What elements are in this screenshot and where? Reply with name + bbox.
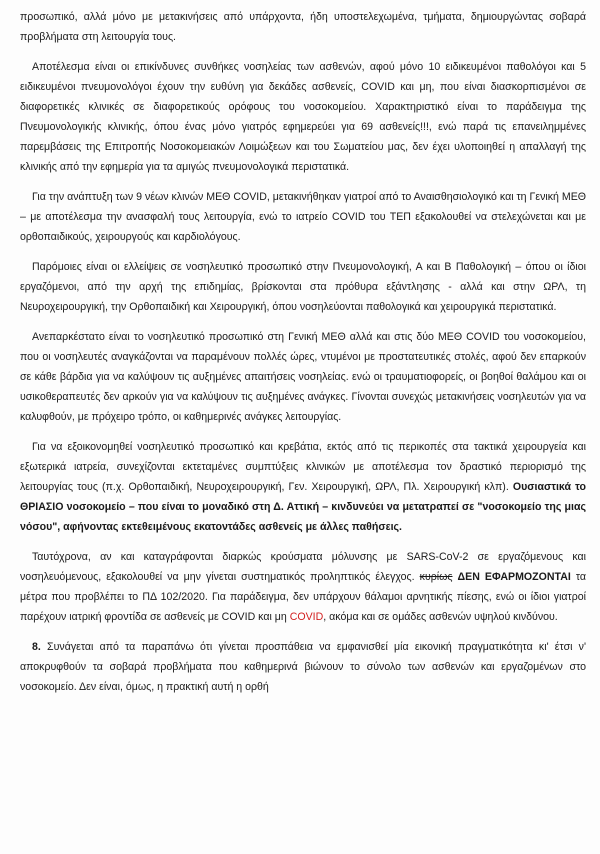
paragraph-clinic-mergers (20, 437, 586, 537)
text-run: 8. (32, 641, 41, 653)
text-run: τα μέτρα που προβλέπει το ΠΔ 102/2020. Για παράδειγμα, δεν υπάρχουν θάλαμοι αρνητικής πίεσης, ενώ οι ίδιοι γιατροί παρέχουν ιατρική φροντίδα σε ασθενείς με COVID και μη (20, 571, 587, 623)
text-run: ΔΕΝ ΕΦΑΡΜΟΖΟΝΤΑΙ (457, 571, 571, 583)
paragraph-icu-nursing (20, 327, 586, 427)
text-run: προσωπικό, αλλά μόνο με μετακινήσεις από υπάρχοντα, ήδη υποστελεχωμένα, τμήματα, δημιουργώντας σοβαρά προβλήματα στη λειτουργία τους. (20, 11, 586, 43)
paragraph-covid-testing (20, 547, 586, 627)
text-run: Για την ανάπτυξη των 9 νέων κλινών ΜΕΘ COVID, μετακινήθηκαν γιατροί από το Αναισθησιολογικό και τη Γενική ΜΕΘ – με αποτέλεσμα την ανασφαλή τους λειτουργία, ενώ το ιατρείο COVID του ΤΕΠ εξακολουθεί να στελεχώνεται και με ορθοπαιδικούς, χειρουργούς και καρδιολόγους. (20, 191, 586, 243)
text-run: Για να εξοικονομηθεί νοσηλευτικό προσωπικό και κρεβάτια, εκτός από τις περικοπές στα τακτικά χειρουργεία και εξωτερικά ιατρεία, συνεχίζονται εκτεταμένες συμπτύξεις κλινικών με αποτέλεσμα τον δραστικό περιορισμό της λειτουργίας τους (π.χ. Ορθοπαιδική, Νευροχειρουργική, Γεν. Χειρουργική, ΩΡΛ, Πλ. Χειρουργική κλπ). (20, 441, 586, 493)
text-run: Παρόμοιες είναι οι ελλείψεις σε νοσηλευτικό προσωπικό στην Πνευμονολογική, Α και Β Παθολογική – όπου οι ίδιοι εργαζόμενοι, από την αρχή της επιδημίας, βρίσκονται στα πρόθυρα εξάντλησης - αλλά και στην ΩΡΛ, τη Νευροχειρουργική, την Ορθοπαιδική και Χειρουργική, όπου νοσηλεύονται παθολογικά και χειρουργικά περιστατικά. (20, 261, 586, 313)
paragraph-continuation (20, 7, 586, 47)
paragraph-icu-beds (20, 187, 586, 247)
text-run: Συνάγεται από τα παραπάνω ότι γίνεται προσπάθεια να εμφανισθεί μία εικονική πραγματικότητα κι' έτσι ν' αποκρυφθούν τα σοβαρά προβλήματα που καθημερινά βιώνουν το σύνολο των ασθενών και εργαζομένων στο νοσοκομείο. Δεν είναι, όμως, η πρακτική αυτή η ορθή (20, 641, 586, 693)
paragraph-patient-conditions (20, 57, 586, 177)
text-run: Αποτέλεσμα είναι οι επικίνδυνες συνθήκες νοσηλείας των ασθενών, αφού μόνο 10 ειδικευμένοι παθολόγοι και 5 ειδικευμένοι πνευμονολόγοι έχουν την ευθύνη για δεκάδες ασθενείς, COVID και μη, που είναι διασκορπισμένοι σε διαφορετικές κλινικές σε διαφορετικούς ορόφους του νοσοκομείου. Χαρακτηριστικό είναι το παράδειγμα της Πνευμονολογικής κλινικής, όπου ένας μόνο γιατρός εφημερεύει για 69 ασθενείς!!!, ενώ παρά τις επανειλημμένες παρεμβάσεις της Επιτροπής Νοσοκομειακών Λοιμώξεων και του Σωματείου μας, δεν έχει υλοποιηθεί η απαλλαγή της κλινικής από την εφημερία για τα αμιγώς πνευμονολογικά περιστατικά. (20, 61, 586, 173)
text-run: Ουσιαστικά το ΘΡΙΑΣΙΟ νοσοκομείο – που είναι το μοναδικό στη Δ. Αττική – κινδυνεύει να μετατραπεί σε "νοσοκομείο της μιας νόσου", αφήνοντας εκτεθειμένους εκατοντάδες ασθενείς με άλλες παθήσεις. (20, 481, 586, 533)
text-run: Ταυτόχρονα, αν και καταγράφονται διαρκώς κρούσματα μόλυνσης με SARS-CoV-2 σε εργαζόμενους και νοσηλευόμενους, εξακολουθεί να μην γίνεται συστηματικός προληπτικός έλεγχος. (20, 551, 586, 583)
text-run: Ανεπαρκέστατο είναι το νοσηλευτικό προσωπικό στη Γενική ΜΕΘ αλλά και στις δύο ΜΕΘ COVID του νοσοκομείου, που οι νοσηλευτές αναγκάζονται να παραμένουν πολλές ώρες, ντυμένοι με προστατευτικές στολές, αφού δεν επαρκούν σε κάθε βάρδια για να καλύψουν τις αυξημένες απαιτήσεις νοσηλείας. ενώ οι τραυματιοφορείς, οι βοηθοί θαλάμου και οι υσικοθεραπευτές δεν αρκούν για να καλύψουν τις αυξημένες ανάγκες. Γίνονται συνεχώς μετακινήσεις νοσηλευτών για να καλυφθούν, με πρόχειρο τρόπο, οι καθημερινές ανάγκες λειτουργίας. (20, 331, 586, 423)
paragraph-point-8 (20, 637, 586, 697)
paragraph-nursing-shortages (20, 257, 586, 317)
text-run: , ακόμα και σε ομάδες ασθενών υψηλού κινδύνου. (323, 611, 558, 623)
text-run: κυρίως (419, 571, 453, 583)
text-run: COVID (289, 611, 324, 623)
